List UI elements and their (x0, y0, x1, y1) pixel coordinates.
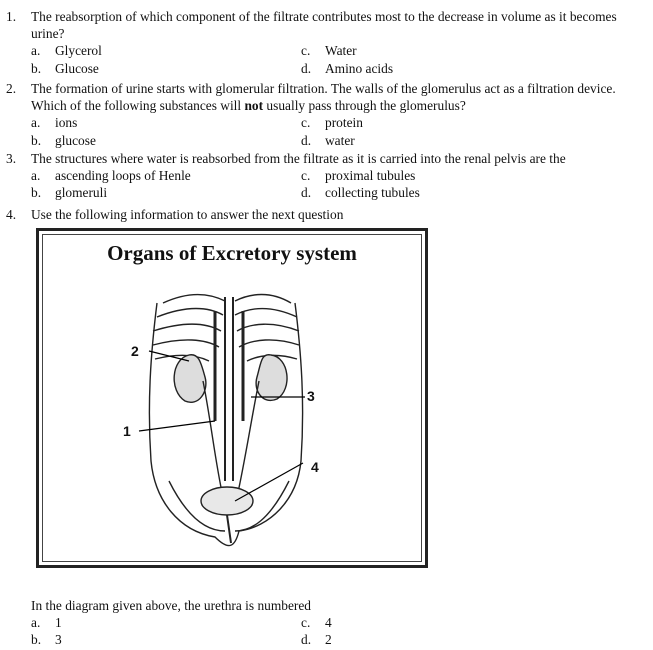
option-b[interactable]: b. 3 (31, 632, 62, 648)
option-c[interactable]: c. proximal tubules (301, 168, 416, 184)
option-c[interactable]: c. 4 (301, 615, 332, 631)
option-b[interactable]: b. Glucose (31, 60, 99, 76)
option-a[interactable]: a. Glycerol (31, 43, 102, 59)
question-number: 2. (6, 81, 17, 96)
option-d[interactable]: d. water (301, 132, 355, 148)
figure-label-4: 4 (311, 459, 319, 475)
option-b[interactable]: b. glucose (31, 132, 96, 148)
leader-line-1 (139, 421, 215, 431)
figure-label-1: 1 (123, 423, 131, 439)
option-a[interactable]: a. ascending loops of Henle (31, 168, 191, 184)
question-number: 4. (6, 207, 17, 222)
option-d[interactable]: d. collecting tubules (301, 185, 420, 201)
emphasis-not: not (244, 98, 264, 114)
leader-line-4 (235, 463, 303, 501)
option-a[interactable]: a. ions (31, 115, 78, 131)
option-a[interactable]: a. 1 (31, 615, 62, 631)
excretory-diagram (39, 231, 425, 565)
option-d[interactable]: d. Amino acids (301, 60, 394, 76)
question-prompt: In the diagram given above, the urethra is numbered (31, 598, 311, 613)
right-ureter (237, 381, 259, 497)
figure-label-3: 3 (307, 388, 315, 404)
urethra (227, 515, 231, 543)
excretory-system-figure (36, 228, 428, 568)
question-text: Use the following information to answer the next question (31, 207, 344, 222)
leader-line-2 (149, 351, 189, 361)
question-text: The reabsorption of which component of the filtrate contributes most to the decrease in volume as it becomes urine? (31, 9, 617, 42)
bladder (201, 487, 253, 515)
option-d[interactable]: d. 2 (301, 632, 332, 648)
question-number: 1. (6, 9, 17, 24)
option-b[interactable]: b. glomeruli (31, 185, 108, 201)
left-kidney (174, 355, 206, 403)
question-number: 3. (6, 151, 17, 166)
option-c[interactable]: c. Water (301, 43, 357, 59)
option-c[interactable]: c. protein (301, 115, 363, 131)
question-4-answers (31, 597, 631, 649)
question-3 (6, 150, 651, 202)
figure-label-2: 2 (131, 343, 139, 359)
question-2 (6, 80, 651, 149)
question-text: The formation of urine starts with glomerular filtration. The walls of the glomerulus act as a filtration device. Which of the following substances will not usually pass through the glomerulus? (31, 81, 616, 114)
figure-title: Organs of Excretory system (107, 241, 357, 265)
question-text: The structures where water is reabsorbed from the filtrate as it is carried into the renal pelvis are the (31, 151, 566, 166)
question-4 (6, 206, 651, 223)
question-1 (6, 8, 651, 77)
right-kidney (256, 355, 287, 401)
left-ureter (203, 381, 223, 497)
